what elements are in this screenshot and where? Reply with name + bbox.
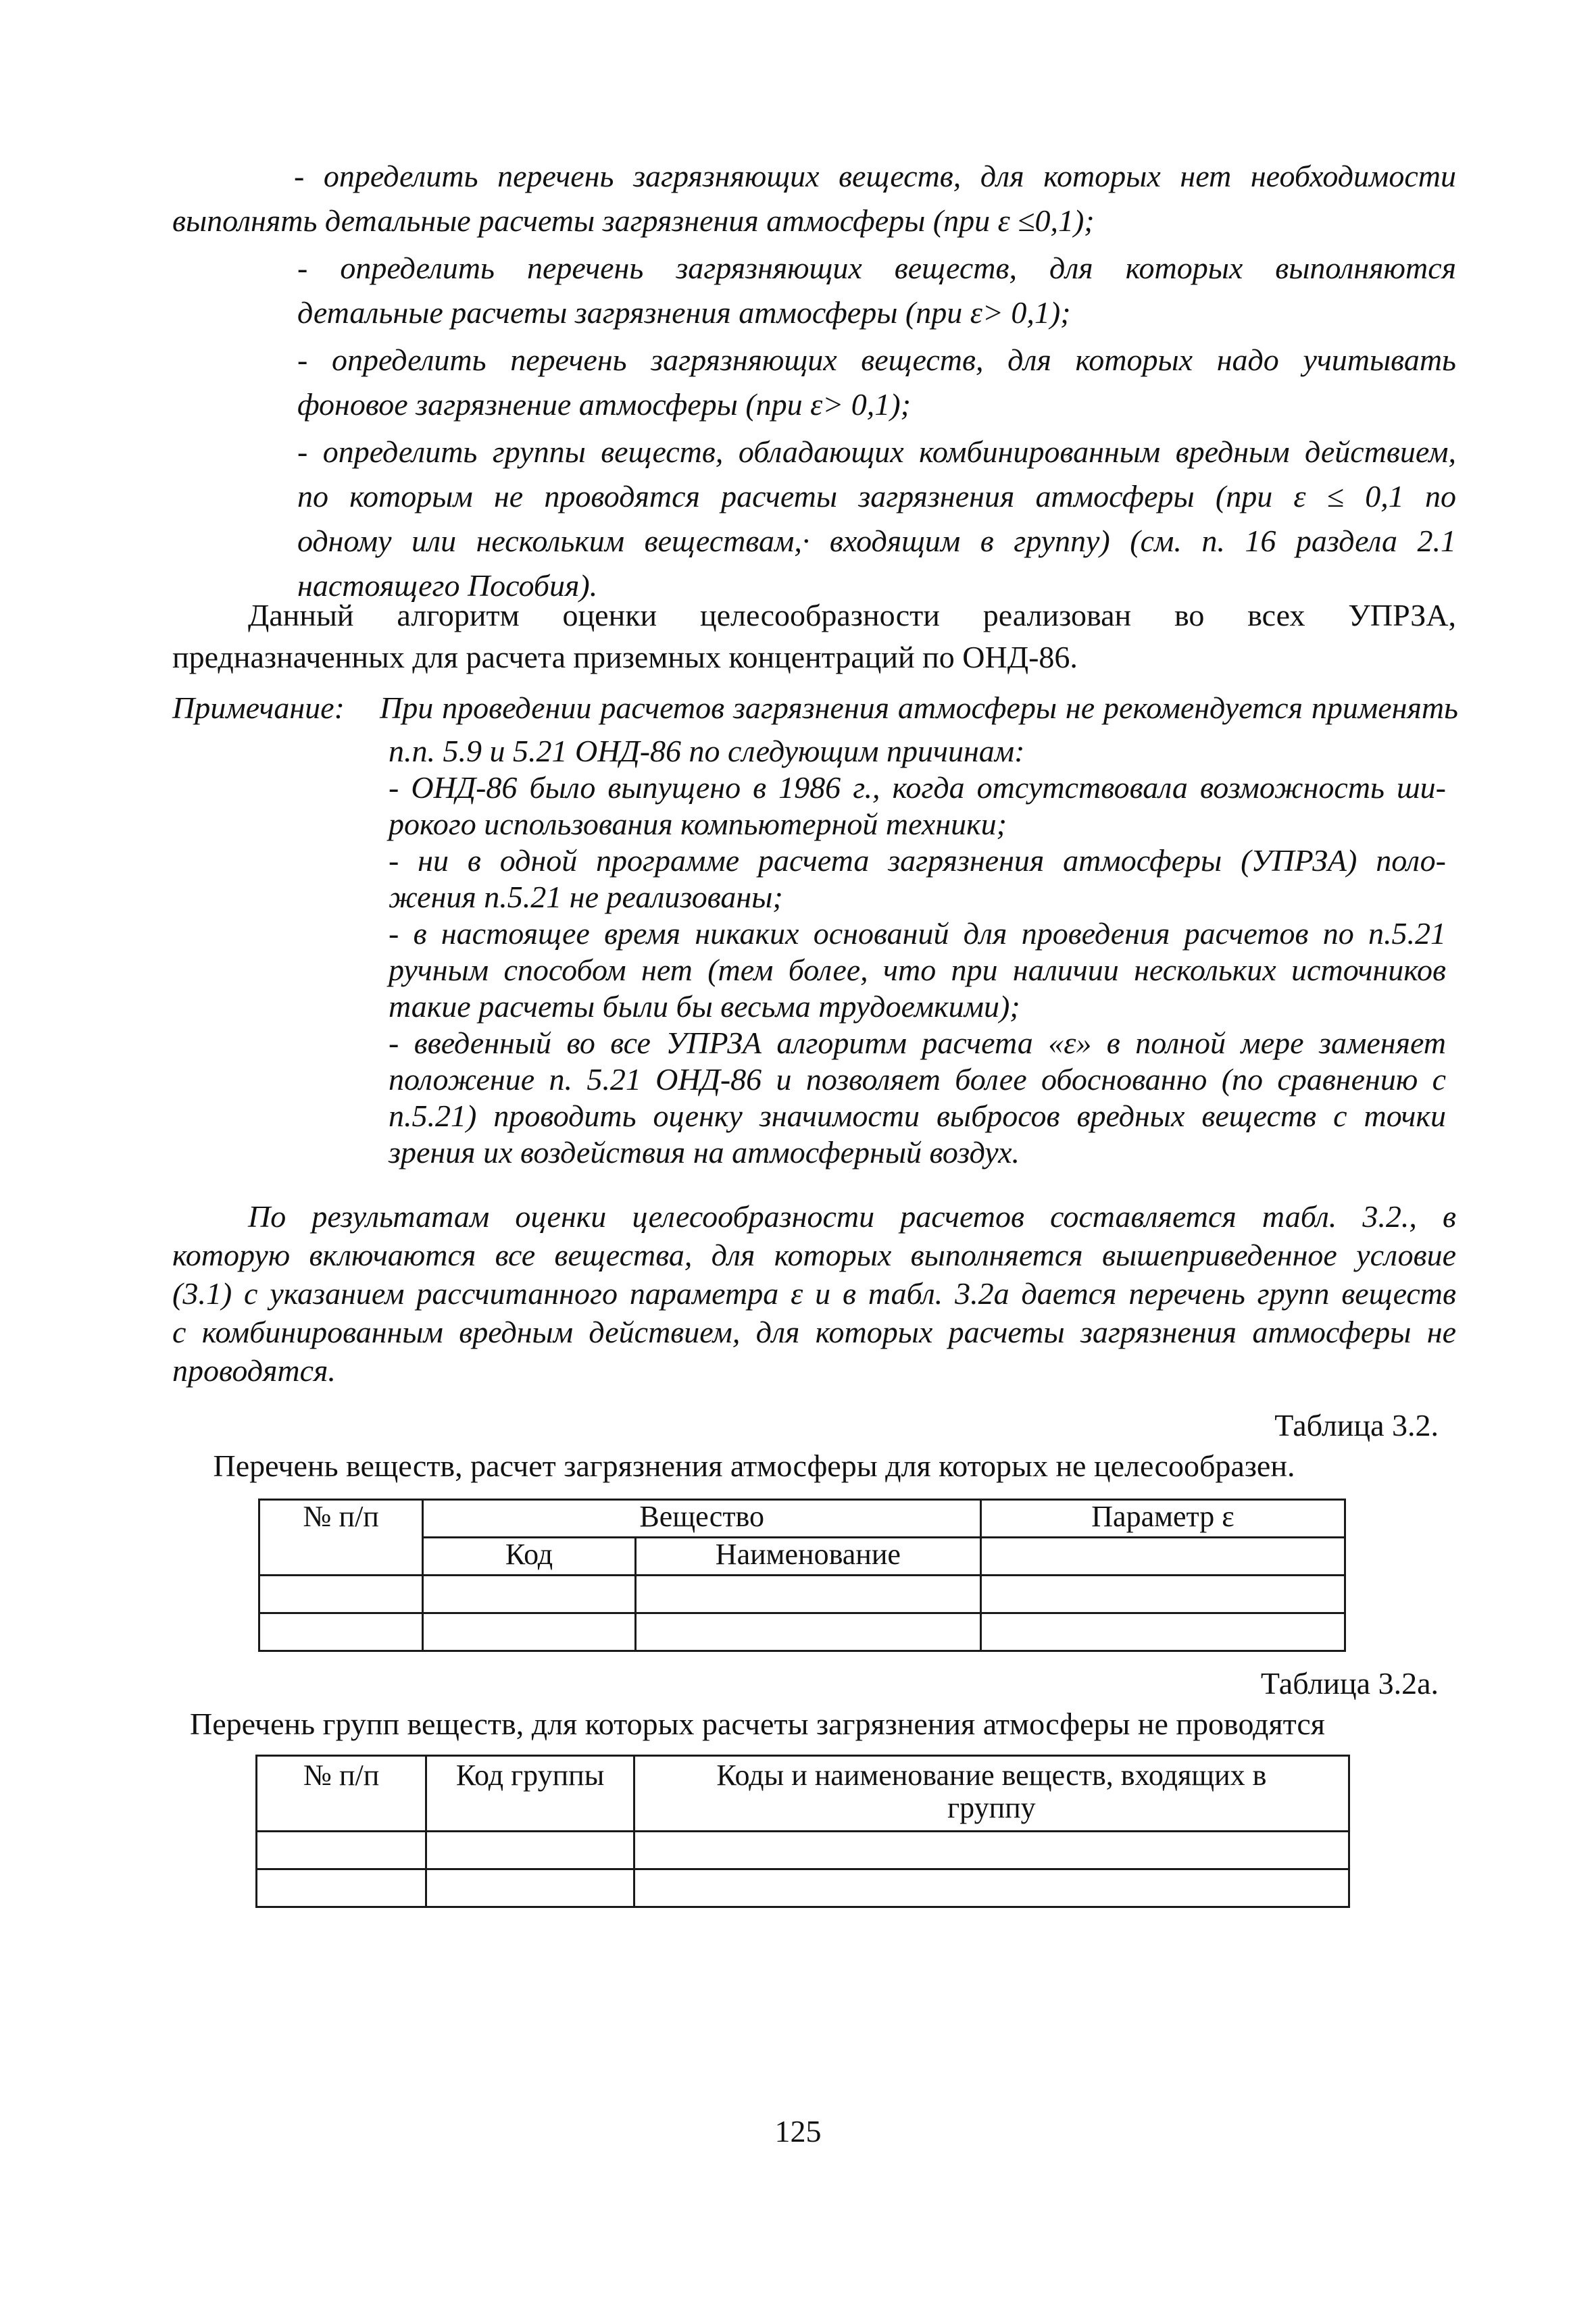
paragraph-line: предназначенных для расчета приземных концентраций по ОНД-86.	[172, 640, 1078, 674]
table-cell	[635, 1576, 980, 1613]
note-first-line: При проведении расчетов загрязнения атмосферы не рекомендуется применять	[380, 690, 1458, 725]
note-line: - ОНД-86 было выпущено в 1986 г., когда отсутствовала возможность ши-	[389, 770, 1446, 805]
table-cell	[981, 1576, 1345, 1613]
note-line: ручным способом нет (тем более, что при наличии нескольких источников	[389, 953, 1446, 987]
table-row	[257, 1832, 1349, 1869]
table-cell	[259, 1613, 423, 1651]
bullet-line: фоновое загрязнение атмосферы (при ε> 0,1);	[297, 387, 911, 422]
bullet-line: - определить перечень загрязняющих веществ, для которых нет необходимости	[294, 159, 1456, 193]
note-line: п.5.21) проводить оценку значимости выбросов вредных веществ с точки	[389, 1099, 1446, 1133]
bullet-line: по которым не проводятся расчеты загрязнения атмосферы (при ε ≤ 0,1 по	[297, 479, 1456, 513]
paragraph-line: (3.1) с указанием рассчитанного параметра ε и в табл. 3.2а дается перечень групп веществ	[172, 1276, 1456, 1311]
substances-table	[258, 1499, 1346, 1652]
header-group-code: Код группы	[426, 1756, 634, 1832]
table-cell	[426, 1832, 634, 1869]
table-cell	[981, 1613, 1345, 1651]
bullet-no-calc-needed	[172, 154, 1456, 243]
algorithm-paragraph	[172, 595, 1456, 678]
results-paragraph	[172, 1197, 1456, 1390]
table-cell	[634, 1832, 1349, 1869]
note-line: положение п. 5.21 ОНД-86 и позволяет более обоснованно (по сравнению с	[389, 1062, 1446, 1097]
table-title: Перечень групп веществ, для которых расчеты загрязнения атмосферы не проводятся	[190, 1707, 1325, 1741]
table-row	[259, 1613, 1345, 1651]
note-line: рокого использования компьютерной техники;	[389, 807, 1007, 841]
header-param-blank	[981, 1538, 1345, 1576]
note-line: - введенный во все УПРЗА алгоритм расчета «ε» в полной мере заменяет	[389, 1026, 1446, 1060]
note-line: п.п. 5.9 и 5.21 ОНД-86 по следующим причинам:	[389, 734, 1025, 768]
note-line: жения п.5.21 не реализованы;	[389, 880, 783, 914]
header-substance: Вещество	[423, 1500, 981, 1538]
note-line: - в настоящее время никаких оснований для проведения расчетов по п.5.21	[389, 916, 1446, 951]
paragraph-line: Данный алгоритм оценки целесообразности реализован во всех УПРЗА,	[248, 598, 1456, 632]
page-number: 125	[774, 2114, 822, 2148]
header-num: № п/п	[259, 1500, 423, 1576]
substance-groups-table	[255, 1755, 1350, 1908]
table-cell	[259, 1576, 423, 1613]
table-label: Таблица 3.2.	[1274, 1408, 1439, 1442]
table-cell	[634, 1869, 1349, 1907]
header-param: Параметр ε	[981, 1500, 1345, 1538]
paragraph-line: которую включаются все вещества, для которых выполняется вышеприведенное условие	[172, 1238, 1456, 1272]
table-title: Перечень веществ, расчет загрязнения атмосферы для которых не целесообразен.	[213, 1449, 1295, 1483]
bullet-detailed-calc	[297, 246, 1456, 335]
paragraph-line: По результатам оценки целесообразности расчетов составляется табл. 3.2., в	[248, 1199, 1456, 1234]
bullet-line: одному или нескольким веществам,· входящим в группу) (см. п. 16 раздела 2.1	[297, 524, 1456, 558]
paragraph-line: проводятся.	[172, 1353, 336, 1388]
bullet-line: - определить перечень загрязняющих веществ, для которых выполняются	[297, 251, 1456, 285]
header-codes-names: Коды и наименование веществ, входящих в группу	[634, 1756, 1349, 1832]
note-line: такие расчеты были бы весьма трудоемкими);	[389, 989, 1020, 1024]
table-label: Таблица 3.2а.	[1260, 1666, 1439, 1701]
bullet-background-pollution	[297, 338, 1456, 427]
note-body	[389, 733, 1446, 1171]
table-cell	[257, 1832, 426, 1869]
bullet-line: - определить группы веществ, обладающих комбинированным вредным действием,	[297, 434, 1456, 469]
bullet-line: настоящего Пособия).	[297, 568, 598, 603]
table-cell	[257, 1869, 426, 1907]
table-cell	[426, 1869, 634, 1907]
table-cell	[635, 1613, 980, 1651]
header-name: Наименование	[635, 1538, 980, 1576]
table-row	[257, 1869, 1349, 1907]
note-label: Примечание:	[172, 690, 345, 725]
note-line: - ни в одной программе расчета загрязнения атмосферы (УПРЗА) поло-	[389, 843, 1446, 878]
header-num: № п/п	[257, 1756, 426, 1832]
table-row	[259, 1576, 1345, 1613]
table-cell	[423, 1576, 635, 1613]
header-code: Код	[423, 1538, 635, 1576]
bullet-line: выполнять детальные расчеты загрязнения атмосферы (при ε ≤0,1);	[172, 203, 1095, 238]
bullet-substance-groups	[297, 430, 1456, 608]
bullet-line: детальные расчеты загрязнения атмосферы (при ε> 0,1);	[297, 295, 1071, 330]
paragraph-line: с комбинированным вредным действием, для которых расчеты загрязнения атмосферы не	[172, 1315, 1456, 1349]
note-line: зрения их воздействия на атмосферный воздух.	[389, 1135, 1020, 1169]
table-cell	[423, 1613, 635, 1651]
bullet-line: - определить перечень загрязняющих веществ, для которых надо учитывать	[297, 343, 1456, 377]
